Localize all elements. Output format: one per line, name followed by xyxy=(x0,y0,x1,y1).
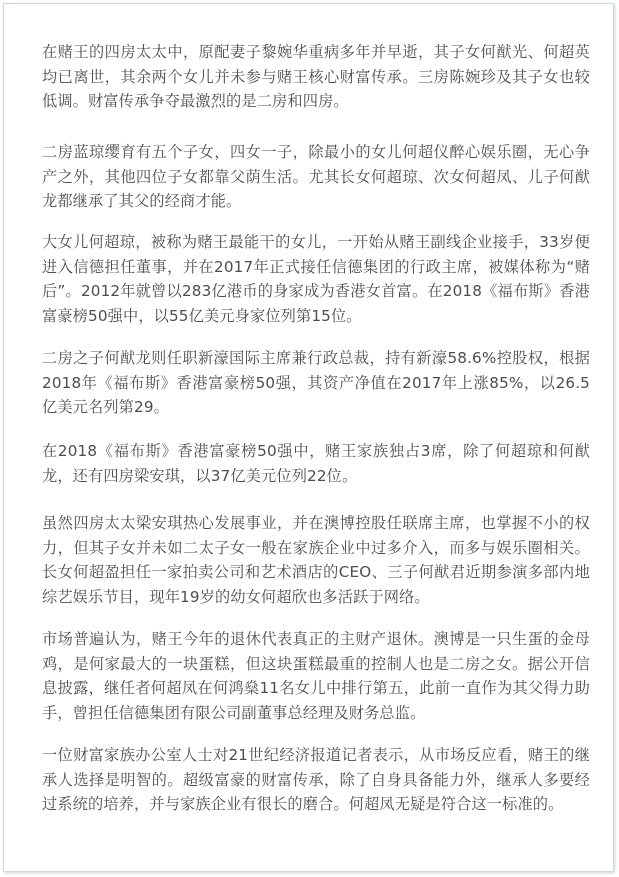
paragraph-family-office-comment: 一位财富家族办公室人士对21世纪经济报道记者表示，从市场反应看，赌王的继承人选择是明智的。超级富豪的财富传承，除了自身具备能力外，继承人多要经过系统的培养，并与家族企业有很长的磨合。何超凤无疑是符合这一标准的。 xyxy=(42,746,590,814)
paragraph-four-wives-overview: 在赌王的四房太太中，原配妻子黎婉华重病多年并早逝，其子女何猷光、何超英均已离世，其余两个女儿并未参与赌王核心财富传承。三房陈婉珍及其子女也较低调。财富传承争夺最激烈的是二房和四房。 xyxy=(42,43,590,111)
paragraph-lawrence-ho: 二房之子何猷龙则任职新濠国际主席兼行政总裁，持有新濠58.6%控股权，根据2018年《福布斯》香港富豪榜50强，其资产净值在2017年上涨85%，以26.5亿美元名列第29。 xyxy=(42,349,590,417)
paragraph-forbes-ranking: 在2018《福布斯》香港富豪榜50强中，赌王家族独占3席，除了何超琼和何猷龙，还有四房梁安琪，以37亿美元位列22位。 xyxy=(42,442,590,485)
document-frame xyxy=(3,3,614,872)
paragraph-fourth-wife: 虽然四房太太梁安琪热心发展事业，并在澳博控股任联席主席，也掌握不小的权力，但其子女并未如二太子女一般在家族企业中过多介入，而多与娱乐圈相关。长女何超盈担任一家拍卖公司和艺术酒店的CEO、三子何猷君近期参演多部内地综艺娱乐节目，现年19岁的幼女何超欣也多活跃于网络。 xyxy=(42,514,590,606)
paragraph-market-view: 市场普遍认为，赌王今年的退休代表真正的主财产退休。澳博是一只生蛋的金母鸡，是何家最大的一块蛋糕，但这块蛋糕最重的控制人也是二房之女。据公开信息披露，继任者何超凤在何鸿燊11名女儿中排行第五，此前一直作为其父得力助手，曾担任信德集团有限公司副董事总经理及财务总监。 xyxy=(42,630,590,722)
paragraph-second-wife-children: 二房蓝琼缨育有五个子女，四女一子，除最小的女儿何超仪醉心娱乐圈，无心争产之外，其他四位子女都靠父荫生活。尤其长女何超琼、次女何超凤、儿子何猷龙都继承了其父的经商才能。 xyxy=(42,143,590,211)
paragraph-pansy-ho: 大女儿何超琼，被称为赌王最能干的女儿，一开始从赌王副线企业接手，33岁便进入信德担任董事，并在2017年正式接任信德集团的行政主席，被媒体称为“赌后”。2012年就曾以283亿港币的身家成为香港女首富。在2018《福布斯》香港富豪榜50强中，以55亿美元身家位列第15位。 xyxy=(42,233,590,325)
